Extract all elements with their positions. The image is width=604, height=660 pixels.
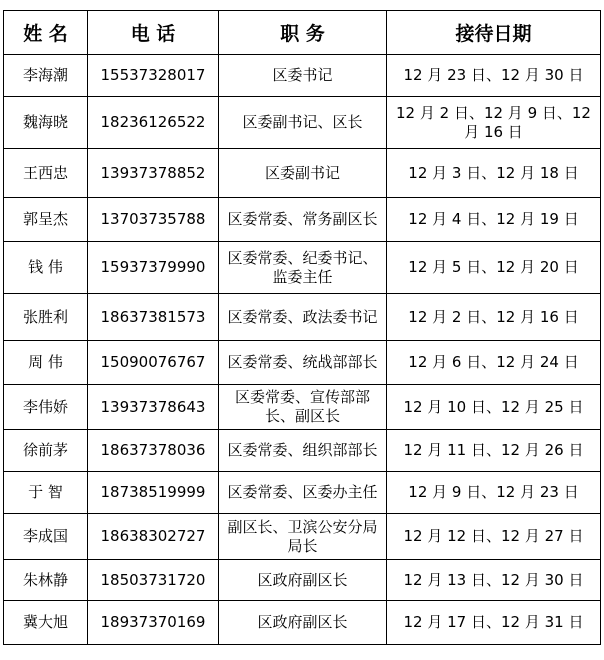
table-header-row (4, 11, 601, 55)
title-cell: 区委常委、常务副区长 (219, 198, 387, 242)
name-cell: 于 智 (4, 472, 88, 514)
date-cell: 12 月 9 日、12 月 23 日 (387, 472, 601, 514)
date-cell: 12 月 13 日、12 月 30 日 (387, 560, 601, 601)
date-cell: 12 月 4 日、12 月 19 日 (387, 198, 601, 242)
name-cell: 张胜利 (4, 294, 88, 341)
table-row (4, 430, 601, 472)
name-cell: 李伟娇 (4, 385, 88, 430)
table-row (4, 601, 601, 645)
table-row (4, 341, 601, 385)
name-cell: 李海潮 (4, 55, 88, 97)
table-row (4, 560, 601, 601)
table-row (4, 472, 601, 514)
table-row (4, 198, 601, 242)
table-row (4, 242, 601, 294)
date-cell: 12 月 5 日、12 月 20 日 (387, 242, 601, 294)
date-cell: 12 月 10 日、12 月 25 日 (387, 385, 601, 430)
phone-cell: 15937379990 (88, 242, 219, 294)
phone-cell: 18738519999 (88, 472, 219, 514)
date-cell: 12 月 12 日、12 月 27 日 (387, 514, 601, 560)
phone-cell: 18638302727 (88, 514, 219, 560)
title-cell: 区政府副区长 (219, 601, 387, 645)
phone-cell: 15090076767 (88, 341, 219, 385)
header-name: 姓 名 (4, 11, 88, 55)
phone-cell: 18937370169 (88, 601, 219, 645)
phone-cell: 13703735788 (88, 198, 219, 242)
date-cell: 12 月 2 日、12 月 9 日、12 月 16 日 (387, 97, 601, 149)
phone-cell: 15537328017 (88, 55, 219, 97)
header-dates: 接待日期 (387, 11, 601, 55)
title-cell: 区委副书记 (219, 149, 387, 198)
header-phone: 电 话 (88, 11, 219, 55)
phone-cell: 18637378036 (88, 430, 219, 472)
date-cell: 12 月 23 日、12 月 30 日 (387, 55, 601, 97)
date-cell: 12 月 2 日、12 月 16 日 (387, 294, 601, 341)
table-row (4, 55, 601, 97)
table-row (4, 294, 601, 341)
name-cell: 朱林静 (4, 560, 88, 601)
name-cell: 魏海晓 (4, 97, 88, 149)
date-cell: 12 月 3 日、12 月 18 日 (387, 149, 601, 198)
phone-cell: 18637381573 (88, 294, 219, 341)
phone-cell: 18503731720 (88, 560, 219, 601)
name-cell: 徐前茅 (4, 430, 88, 472)
name-cell: 李成国 (4, 514, 88, 560)
table-row (4, 385, 601, 430)
reception-schedule-table (3, 10, 601, 645)
date-cell: 12 月 11 日、12 月 26 日 (387, 430, 601, 472)
title-cell: 区政府副区长 (219, 560, 387, 601)
title-cell: 区委常委、宣传部部长、副区长 (219, 385, 387, 430)
title-cell: 区委副书记、区长 (219, 97, 387, 149)
table-row (4, 514, 601, 560)
name-cell: 郭呈杰 (4, 198, 88, 242)
date-cell: 12 月 6 日、12 月 24 日 (387, 341, 601, 385)
name-cell: 钱 伟 (4, 242, 88, 294)
name-cell: 冀大旭 (4, 601, 88, 645)
phone-cell: 13937378643 (88, 385, 219, 430)
name-cell: 周 伟 (4, 341, 88, 385)
table-row (4, 97, 601, 149)
title-cell: 区委常委、区委办主任 (219, 472, 387, 514)
title-cell: 区委常委、组织部部长 (219, 430, 387, 472)
date-cell: 12 月 17 日、12 月 31 日 (387, 601, 601, 645)
title-cell: 区委常委、统战部部长 (219, 341, 387, 385)
phone-cell: 13937378852 (88, 149, 219, 198)
name-cell: 王西忠 (4, 149, 88, 198)
title-cell: 副区长、卫滨公安分局局长 (219, 514, 387, 560)
phone-cell: 18236126522 (88, 97, 219, 149)
header-title: 职 务 (219, 11, 387, 55)
title-cell: 区委常委、纪委书记、监委主任 (219, 242, 387, 294)
title-cell: 区委常委、政法委书记 (219, 294, 387, 341)
table-row (4, 149, 601, 198)
title-cell: 区委书记 (219, 55, 387, 97)
